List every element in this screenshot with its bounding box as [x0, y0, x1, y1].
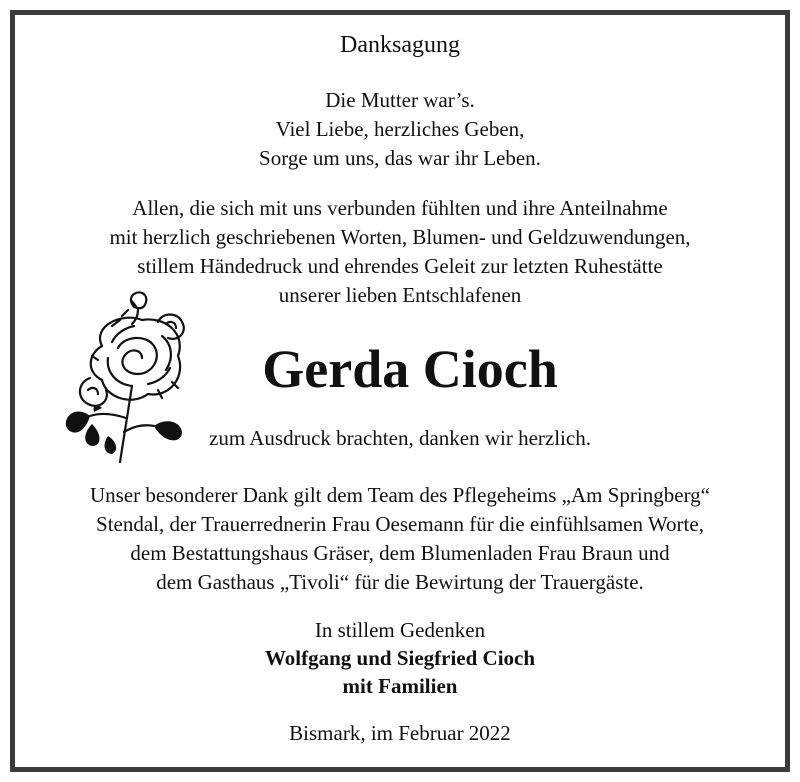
special-thanks-line-3: dem Bestattungshaus Gräser, dem Blumenladen Frau Braun und	[130, 541, 670, 565]
special-thanks-line-2: Stendal, der Trauerrednerin Frau Oesemann für die einfühlsamen Worte,	[96, 512, 704, 536]
place-date: Bismark, im Februar 2022	[289, 721, 511, 745]
remembrance-line: In stillem Gedenken	[314, 618, 486, 642]
deceased-name: Gerda Cioch	[262, 339, 558, 399]
thanks-close: zum Ausdruck brachten, danken wir herzlich.	[209, 426, 591, 450]
notice-title: Danksagung	[340, 32, 460, 58]
signers-line-1: Wolfgang und Siegfried Cioch	[264, 646, 536, 670]
rose-icon	[62, 286, 194, 464]
poem-line-1: Die Mutter war’s.	[325, 88, 475, 112]
poem-line-2: Viel Liebe, herzliches Geben,	[275, 117, 525, 141]
special-thanks-line-1: Unser besonderer Dank gilt dem Team des Pflegeheims „Am Springberg“	[89, 483, 710, 507]
signers-line-2: mit Familien	[342, 674, 458, 698]
poem-line-3: Sorge um uns, das war ihr Leben.	[259, 146, 541, 170]
special-thanks-line-4: dem Gasthaus „Tivoli“ für die Bewirtung der Trauergäste.	[156, 570, 644, 594]
thanks-intro-line-3: stillem Händedruck und ehrendes Geleit zur letzten Ruhestätte	[137, 254, 663, 278]
thanks-intro-line-1: Allen, die sich mit uns verbunden fühlten und ihre Anteilnahme	[132, 196, 668, 220]
thanks-intro-line-2: mit herzlich geschriebenen Worten, Blumen- und Geldzuwendungen,	[109, 225, 691, 249]
thanks-intro-line-4: unserer lieben Entschlafenen	[278, 283, 522, 307]
